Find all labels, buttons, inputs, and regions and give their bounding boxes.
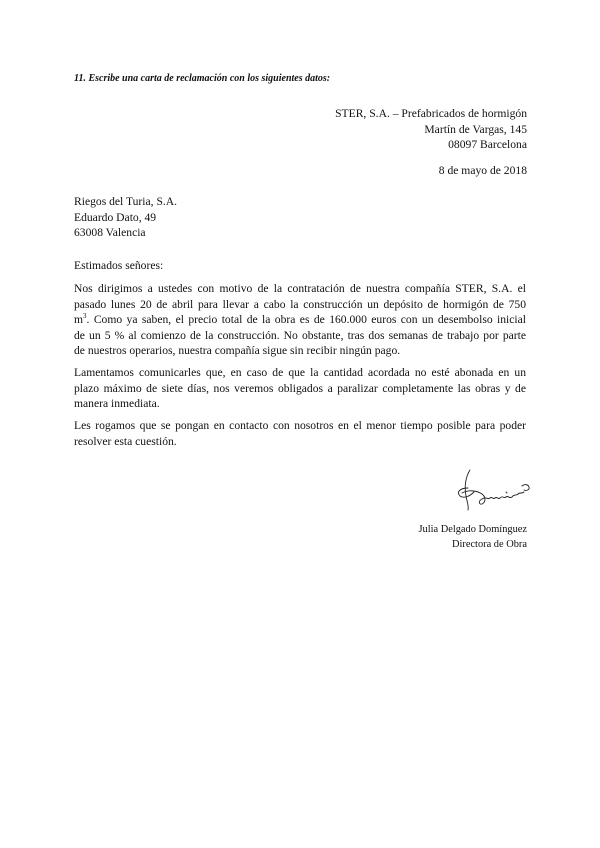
body-paragraph-3 [74,418,526,449]
paragraph-line: manera inmediata. [74,397,160,410]
paragraph-line: Lamentamos comunicarles que, en caso de que la cantidad acordada no esté abonada en un [74,366,526,379]
recipient-company: Riegos del Turia, S.A. [74,195,178,208]
sender-address [335,106,527,153]
body-paragraph-2 [74,365,526,412]
letter-date: 8 de mayo de 2018 [438,164,527,177]
recipient-address [74,194,177,241]
signer-name: Julia Delgado Domínguez [418,524,527,535]
sender-street: Martín de Vargas, 145 [424,122,527,136]
paragraph-line: Nos dirigimos a ustedes con motivo de la contratación de nuestra compañía STER, S.A. el [74,282,526,295]
recipient-street: Eduardo Dato, 49 [74,210,157,224]
handwritten-signature [452,466,534,514]
signer-title: Directora de Obra [451,538,527,550]
paragraph-line: plazo máximo de siete días, nos veremos obligados a paralizar completamente las obras y de [74,381,526,395]
recipient-city: 63008 Valencia [74,226,146,239]
line-rest: . Como ya saben, el precio total de la obra es de 160.000 euros con un desembolso inicial [86,313,526,326]
exercise-heading: 11. Escribe una carta de reclamación con los siguientes datos: [74,73,331,84]
sender-company: STER, S.A. – Prefabricados de hormigón [335,107,527,120]
signer-block [419,523,528,552]
paragraph-line: de nuestros operarios, nuestra compañía sigue sin recibir ningún pago. [74,344,401,357]
paragraph-line [74,312,526,328]
salutation: Estimados señores: [74,259,164,272]
paragraph-line: de un 5 % al comienzo de la construcción. No obstante, tras dos semanas de trabajo por parte [74,328,526,342]
paragraph-line: Les rogamos que se pongan en contacto con nosotros en el menor tiempo posible para poder [74,419,526,432]
unit-exponent: 3 [83,312,87,321]
body-paragraph-1 [74,281,526,359]
unit-m: m [74,313,84,326]
paragraph-line: pasado lunes 20 de abril para llevar a cabo la construcción un depósito de hormigón de 750 [74,297,526,311]
sender-city: 08097 Barcelona [448,138,527,151]
paragraph-line: resolver esta cuestión. [74,434,177,448]
